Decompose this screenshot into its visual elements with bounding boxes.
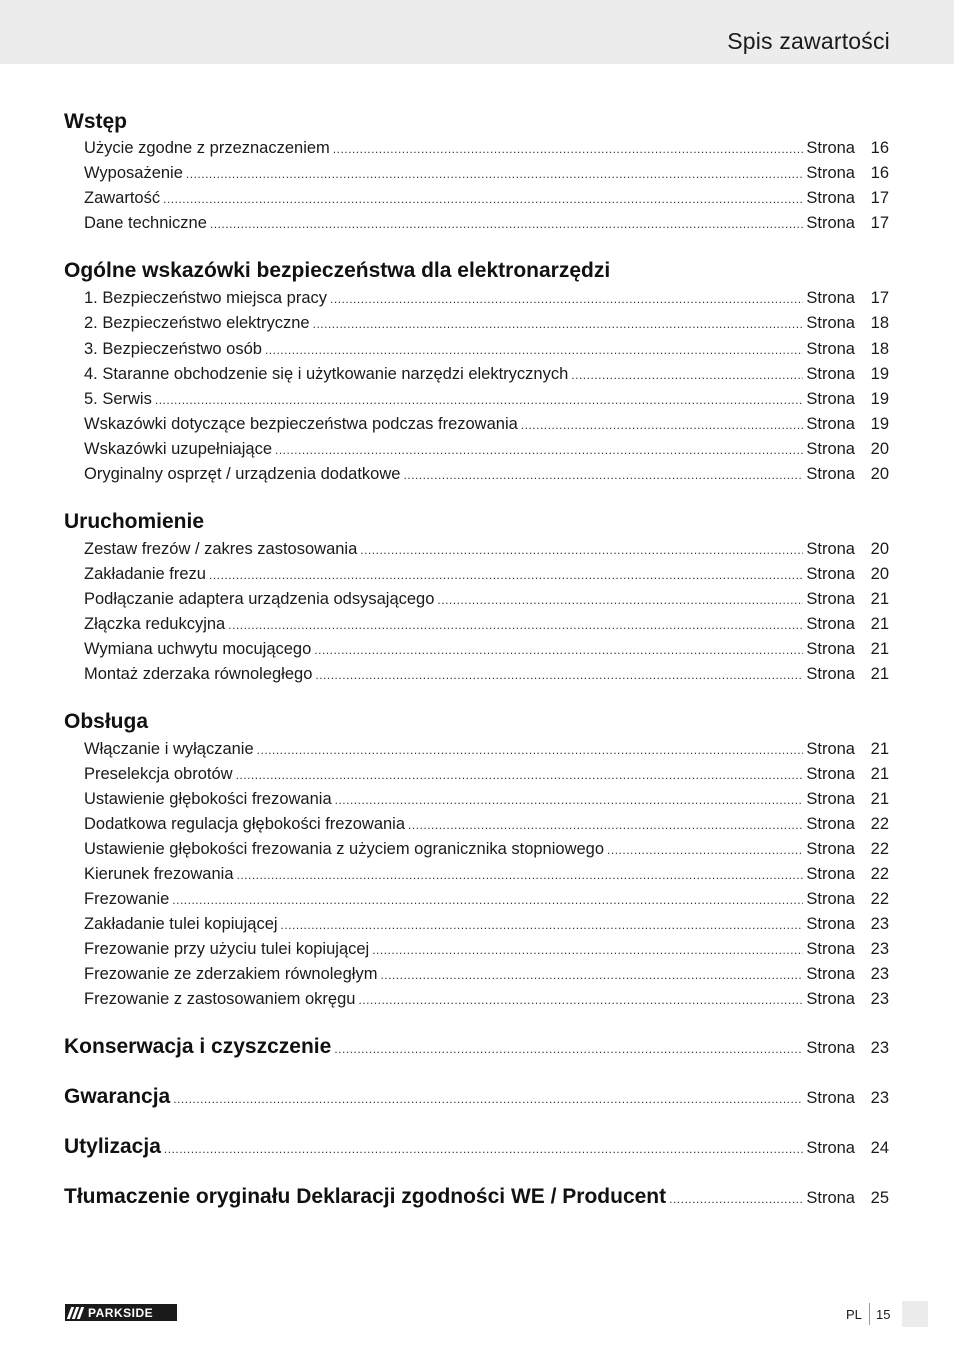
toc-entry[interactable] [84,765,889,787]
entry-label: Frezowanie z zastosowaniem okręgu [84,990,356,1008]
entry-label: Zestaw frezów / zakres zastosowania [84,540,358,558]
page-word: Strona [806,314,855,332]
page-number: 18 [870,340,889,358]
page-number: 23 [870,1089,889,1107]
toc-entry[interactable] [84,915,889,937]
toc-entry[interactable] [84,340,889,362]
dot-leader [313,317,804,331]
section-title: Obsługa [64,710,149,733]
toc-heading-entry[interactable] [64,1135,889,1163]
dot-leader [521,418,804,432]
toc-entry[interactable] [84,990,889,1012]
toc-entry[interactable] [84,214,889,236]
toc-entry[interactable] [84,815,889,837]
page-word: Strona [806,189,855,207]
dot-leader [408,818,803,832]
page-number: 23 [870,990,889,1008]
logo-text: PARKSIDE [88,1305,154,1320]
page-number: 24 [870,1139,889,1157]
page-number: 20 [870,465,889,483]
page-word: Strona [806,990,855,1008]
dot-leader [333,142,804,156]
page-number: 23 [870,940,889,958]
dot-leader [372,943,803,957]
page-number: 22 [870,840,889,858]
toc-entry[interactable] [84,790,889,812]
heading-label: Tłumaczenie oryginału Deklaracji zgodności WE / Producent [64,1185,667,1208]
page-number: 19 [870,365,889,383]
dot-leader [358,993,803,1007]
page-number: 17 [870,214,889,232]
toc-entry[interactable] [84,865,889,887]
page-word: Strona [806,289,855,307]
page-number: 20 [870,440,889,458]
page-word: Strona [806,665,855,683]
page-number: 22 [870,865,889,883]
page-word: Strona [806,865,855,883]
dot-leader [571,368,803,382]
page-word: Strona [806,465,855,483]
section-title: Wstęp [64,110,127,133]
entry-label: 2. Bezpieczeństwo elektryczne [84,314,310,332]
dot-leader [335,793,804,807]
entry-label: Podłączanie adaptera urządzenia odsysającego [84,590,435,608]
entry-label: Wskazówki uzupełniające [84,440,273,458]
dot-leader [314,643,803,657]
language-code: PL [846,1307,862,1322]
page-word: Strona [806,815,855,833]
page-word: Strona [806,640,855,658]
dot-leader [210,217,803,231]
entry-label: Frezowanie przy użyciu tulei kopiującej [84,940,370,958]
page-number: 21 [870,790,889,808]
toc-entry[interactable] [84,164,889,186]
entry-label: Dodatkowa regulacja głębokości frezowania [84,815,406,833]
dot-leader [209,568,803,582]
page-word: Strona [806,415,855,433]
page-number: 21 [870,740,889,758]
dot-leader [164,1142,803,1156]
page-word: Strona [806,740,855,758]
page-number: 19 [870,415,889,433]
entry-label: Złączka redukcyjna [84,615,226,633]
entry-label: 4. Staranne obchodzenie się i użytkowanie narzędzi elektrycznych [84,365,569,383]
page-word: Strona [806,540,855,558]
section-title: Ogólne wskazówki bezpieczeństwa dla elektronarzędzi [64,259,611,282]
page-word: Strona [806,365,855,383]
toc-heading-entry[interactable] [64,1185,889,1213]
toc-entry[interactable] [84,665,889,687]
entry-label: Wskazówki dotyczące bezpieczeństwa podczas frezowania [84,415,518,433]
toc-entry[interactable] [84,890,889,912]
entry-label: 3. Bezpieczeństwo osób [84,340,262,358]
dot-leader [265,343,803,357]
parkside-logo [65,1304,177,1321]
page-number: 20 [870,540,889,558]
dot-leader [186,167,803,181]
dot-leader [380,968,803,982]
entry-label: Preselekcja obrotów [84,765,233,783]
dot-leader [360,543,803,557]
page-word: Strona [806,590,855,608]
page-number: 21 [870,640,889,658]
dot-leader [669,1192,803,1206]
page-word: Strona [806,765,855,783]
entry-label: Zakładanie tulei kopiującej [84,915,278,933]
entry-label: Ustawienie głębokości frezowania z użyciem ogranicznika stopniowego [84,840,605,858]
toc-entry[interactable] [84,465,889,487]
dot-leader [237,868,804,882]
entry-label: Zakładanie frezu [84,565,206,583]
toc-heading-entry[interactable] [64,1035,889,1063]
dot-leader [334,1042,803,1056]
entry-label: Włączanie i wyłączanie [84,740,254,758]
dot-leader [155,393,804,407]
page-word: Strona [806,1039,855,1057]
dot-leader [236,768,804,782]
page-number: 21 [870,590,889,608]
page-number: 22 [870,815,889,833]
dot-leader [172,893,803,907]
page-word: Strona [806,840,855,858]
entry-label: Kierunek frezowania [84,865,234,883]
page-number: 19 [870,390,889,408]
page-tab-marker [902,1301,928,1327]
toc-entry[interactable] [84,314,889,336]
page-word: Strona [806,390,855,408]
toc-heading-entry[interactable] [64,1085,889,1113]
entry-label: 1. Bezpieczeństwo miejsca pracy [84,289,328,307]
page-word: Strona [806,565,855,583]
page-number: 17 [870,189,889,207]
toc-entry[interactable] [84,440,889,462]
page-word: Strona [806,164,855,182]
dot-leader [275,443,803,457]
page-word: Strona [806,440,855,458]
toc-entry[interactable] [84,965,889,987]
heading-label: Konserwacja i czyszczenie [64,1035,332,1058]
page-number: 22 [870,890,889,908]
dot-leader [257,743,804,757]
dot-leader [437,593,803,607]
page-word: Strona [806,139,855,157]
entry-label: Użycie zgodne z przeznaczeniem [84,139,330,157]
page-number: 23 [870,965,889,983]
heading-label: Gwarancja [64,1085,171,1108]
toc-entry[interactable] [84,740,889,762]
dot-leader [315,668,803,682]
entry-label: Ustawienie głębokości frezowania [84,790,332,808]
toc-entry[interactable] [84,139,889,161]
page-number: 17 [870,289,889,307]
page-word: Strona [806,890,855,908]
entry-label: Frezowanie ze zderzakiem równoległym [84,965,378,983]
page-word: Strona [806,1189,855,1207]
entry-label: Zawartość [84,189,161,207]
toc-entry[interactable] [84,540,889,562]
page-number: 16 [870,164,889,182]
dot-leader [330,292,803,306]
entry-label: Wyposażenie [84,164,183,182]
page-number: 16 [870,139,889,157]
toc-entry[interactable] [84,390,889,412]
dot-leader [173,1092,803,1106]
page-word: Strona [806,615,855,633]
page-number: 20 [870,565,889,583]
page-number: 25 [870,1189,889,1207]
page-number: 23 [870,915,889,933]
toc-entry[interactable] [84,615,889,637]
toc-entry[interactable] [84,365,889,387]
page-word: Strona [806,940,855,958]
page-word: Strona [806,1089,855,1107]
toc-entry[interactable] [84,289,889,311]
page-word: Strona [806,214,855,232]
toc-entry[interactable] [84,565,889,587]
entry-label: Frezowanie [84,890,170,908]
page-word: Strona [806,790,855,808]
heading-label: Utylizacja [64,1135,161,1158]
dot-leader [607,843,803,857]
page-number: 21 [870,765,889,783]
page-number-footer: 15 [876,1307,891,1322]
page-word: Strona [806,1139,855,1157]
page-number: 21 [870,665,889,683]
page-word: Strona [806,915,855,933]
toc-entry[interactable] [84,189,889,211]
logo-stripes-icon [69,1307,84,1319]
toc-entry[interactable] [84,415,889,437]
page-word: Strona [806,965,855,983]
entry-label: 5. Serwis [84,390,152,408]
dot-leader [163,192,803,206]
page-title: Spis zawartości [727,28,890,54]
entry-label: Wymiana uchwytu mocującego [84,640,312,658]
page-number: 18 [870,314,889,332]
toc-entry[interactable] [84,590,889,612]
section-title: Uruchomienie [64,510,205,533]
toc-entry[interactable] [84,940,889,962]
entry-label: Dane techniczne [84,214,207,232]
toc-entry[interactable] [84,640,889,662]
page-number: 23 [870,1039,889,1057]
footer-divider [869,1303,870,1325]
dot-leader [228,618,803,632]
entry-label: Oryginalny osprzęt / urządzenia dodatkowe [84,465,401,483]
entry-label: Montaż zderzaka równoległego [84,665,313,683]
page-number: 21 [870,615,889,633]
dot-leader [281,918,804,932]
dot-leader [403,468,803,482]
page-word: Strona [806,340,855,358]
toc-entry[interactable] [84,840,889,862]
